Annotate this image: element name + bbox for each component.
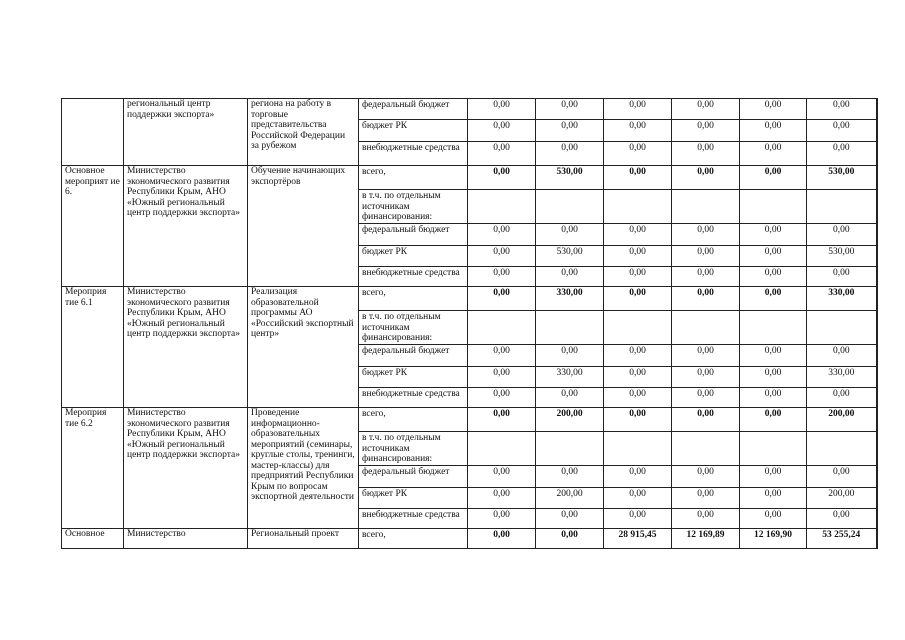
- amount-cell: 0,00: [604, 509, 672, 529]
- amount-cell: 0,00: [807, 345, 877, 367]
- funding-source-cell: бюджет РК: [359, 120, 468, 142]
- amount-cell: 0,00: [672, 224, 740, 246]
- funding-source-cell: бюджет РК: [359, 246, 468, 267]
- amount-cell: 0,00: [740, 120, 807, 142]
- event-number-cell: [62, 99, 124, 166]
- table-body: [62, 99, 877, 549]
- amount-cell: 0,00: [672, 367, 740, 388]
- amount-cell: 0,00: [807, 388, 877, 408]
- amount-cell: 0,00: [468, 224, 536, 246]
- funding-source-cell: внебюджетные средства: [359, 509, 468, 529]
- amount-cell: 0,00: [536, 509, 604, 529]
- amount-cell: [536, 190, 604, 224]
- amount-cell: [604, 432, 672, 466]
- amount-cell: 0,00: [740, 466, 807, 488]
- amount-cell: 0,00: [672, 287, 740, 311]
- amount-cell: 0,00: [604, 246, 672, 267]
- amount-cell: 0,00: [468, 466, 536, 488]
- amount-cell: 0,00: [740, 166, 807, 190]
- amount-cell: 0,00: [807, 99, 877, 120]
- amount-cell: 530,00: [807, 246, 877, 267]
- amount-cell: 0,00: [740, 509, 807, 529]
- amount-cell: 0,00: [807, 142, 877, 166]
- event-name-cell: Региональный проект: [248, 529, 359, 549]
- amount-cell: 0,00: [468, 408, 536, 432]
- amount-cell: [672, 190, 740, 224]
- funding-source-cell: федеральный бюджет: [359, 466, 468, 488]
- amount-cell: 0,00: [468, 166, 536, 190]
- amount-cell: 0,00: [604, 142, 672, 166]
- amount-cell: 0,00: [536, 224, 604, 246]
- amount-cell: 0,00: [604, 367, 672, 388]
- event-name-cell: региона на работу в торговые представительства Российской Федерации за рубежом: [248, 99, 359, 166]
- amount-cell: 530,00: [536, 166, 604, 190]
- amount-cell: 0,00: [604, 120, 672, 142]
- amount-cell: 12 169,89: [672, 529, 740, 549]
- amount-cell: 0,00: [536, 142, 604, 166]
- amount-cell: 0,00: [672, 99, 740, 120]
- event-number-cell: Мероприя тие 6.1: [62, 287, 124, 408]
- amount-cell: [672, 432, 740, 466]
- amount-cell: 0,00: [468, 345, 536, 367]
- event-name-cell: Обучение начинающих экспортёров: [248, 166, 359, 287]
- funding-source-cell: в т.ч. по отдельным источникам финансирования:: [359, 190, 468, 224]
- amount-cell: 0,00: [672, 408, 740, 432]
- amount-cell: 0,00: [740, 367, 807, 388]
- amount-cell: 330,00: [807, 287, 877, 311]
- amount-cell: 530,00: [536, 246, 604, 267]
- amount-cell: [740, 432, 807, 466]
- amount-cell: [807, 190, 877, 224]
- amount-cell: 0,00: [604, 267, 672, 287]
- amount-cell: 0,00: [604, 224, 672, 246]
- amount-cell: 0,00: [672, 388, 740, 408]
- amount-cell: 0,00: [740, 345, 807, 367]
- funding-source-cell: внебюджетные средства: [359, 267, 468, 287]
- funding-source-cell: всего,: [359, 287, 468, 311]
- funding-source-cell: в т.ч. по отдельным источникам финансирования:: [359, 311, 468, 345]
- amount-cell: 0,00: [468, 267, 536, 287]
- amount-cell: 0,00: [536, 388, 604, 408]
- amount-cell: 0,00: [536, 267, 604, 287]
- amount-cell: 0,00: [672, 120, 740, 142]
- amount-cell: [672, 311, 740, 345]
- amount-cell: 0,00: [604, 345, 672, 367]
- amount-cell: 0,00: [468, 287, 536, 311]
- amount-cell: 0,00: [807, 224, 877, 246]
- event-number-cell: Основное мероприят ие 6.: [62, 166, 124, 287]
- amount-cell: 0,00: [807, 267, 877, 287]
- funding-source-cell: в т.ч. по отдельным источникам финансирования:: [359, 432, 468, 466]
- funding-source-cell: бюджет РК: [359, 367, 468, 388]
- amount-cell: 0,00: [536, 529, 604, 549]
- amount-cell: 0,00: [604, 166, 672, 190]
- amount-cell: [468, 432, 536, 466]
- amount-cell: 0,00: [468, 99, 536, 120]
- amount-cell: 0,00: [740, 224, 807, 246]
- amount-cell: 0,00: [672, 488, 740, 509]
- amount-cell: 0,00: [807, 120, 877, 142]
- funding-source-cell: федеральный бюджет: [359, 224, 468, 246]
- amount-cell: 0,00: [740, 388, 807, 408]
- amount-cell: 0,00: [468, 388, 536, 408]
- amount-cell: 0,00: [468, 367, 536, 388]
- amount-cell: 0,00: [740, 246, 807, 267]
- amount-cell: 0,00: [740, 142, 807, 166]
- funding-source-cell: всего,: [359, 408, 468, 432]
- amount-cell: 0,00: [468, 488, 536, 509]
- amount-cell: 0,00: [672, 246, 740, 267]
- amount-cell: 200,00: [536, 488, 604, 509]
- amount-cell: 200,00: [807, 488, 877, 509]
- amount-cell: 0,00: [672, 166, 740, 190]
- amount-cell: 0,00: [604, 488, 672, 509]
- amount-cell: [536, 432, 604, 466]
- amount-cell: [807, 311, 877, 345]
- funding-source-cell: бюджет РК: [359, 488, 468, 509]
- amount-cell: 0,00: [672, 267, 740, 287]
- amount-cell: 0,00: [672, 466, 740, 488]
- event-name-cell: Проведение информационно-образовательных мероприятий (семинары, круглые столы, тренинги, мастер-классы) для предприятий Республики Крым по вопросам экспортной деятельности: [248, 408, 359, 529]
- funding-source-cell: федеральный бюджет: [359, 99, 468, 120]
- amount-cell: 0,00: [604, 287, 672, 311]
- amount-cell: 0,00: [468, 142, 536, 166]
- funding-source-cell: внебюджетные средства: [359, 142, 468, 166]
- amount-cell: [807, 432, 877, 466]
- amount-cell: 0,00: [468, 509, 536, 529]
- table-row: [62, 99, 877, 120]
- amount-cell: 330,00: [536, 367, 604, 388]
- amount-cell: [536, 311, 604, 345]
- funding-source-cell: всего,: [359, 529, 468, 549]
- amount-cell: 0,00: [807, 466, 877, 488]
- funding-source-cell: внебюджетные средства: [359, 388, 468, 408]
- amount-cell: 0,00: [740, 287, 807, 311]
- table-row: [62, 287, 877, 311]
- executor-cell: Министерство экономического развития Республики Крым, АНО «Южный региональный центр поддержки экспорта»: [124, 287, 248, 408]
- amount-cell: 0,00: [468, 120, 536, 142]
- amount-cell: 0,00: [807, 509, 877, 529]
- amount-cell: 0,00: [604, 408, 672, 432]
- amount-cell: 0,00: [672, 509, 740, 529]
- amount-cell: [468, 311, 536, 345]
- amount-cell: 0,00: [604, 388, 672, 408]
- amount-cell: 0,00: [604, 466, 672, 488]
- executor-cell: региональный центр поддержки экспорта»: [124, 99, 248, 166]
- budget-table: [61, 98, 878, 549]
- amount-cell: 0,00: [740, 488, 807, 509]
- amount-cell: 200,00: [807, 408, 877, 432]
- amount-cell: 0,00: [604, 99, 672, 120]
- amount-cell: 0,00: [468, 246, 536, 267]
- executor-cell: Министерство: [124, 529, 248, 549]
- amount-cell: 530,00: [807, 166, 877, 190]
- amount-cell: 0,00: [672, 142, 740, 166]
- event-number-cell: Мероприя тие 6.2: [62, 408, 124, 529]
- table-row: [62, 529, 877, 549]
- amount-cell: 330,00: [536, 287, 604, 311]
- event-name-cell: Реализация образовательной программы АО «Российский экспортный центр»: [248, 287, 359, 408]
- amount-cell: 0,00: [740, 267, 807, 287]
- amount-cell: 330,00: [807, 367, 877, 388]
- amount-cell: 0,00: [672, 345, 740, 367]
- amount-cell: 0,00: [536, 99, 604, 120]
- executor-cell: Министерство экономического развития Республики Крым, АНО «Южный региональный центр поддержки экспорта»: [124, 166, 248, 287]
- amount-cell: 0,00: [536, 466, 604, 488]
- amount-cell: 0,00: [740, 99, 807, 120]
- amount-cell: 0,00: [740, 408, 807, 432]
- amount-cell: [740, 190, 807, 224]
- amount-cell: 53 255,24: [807, 529, 877, 549]
- amount-cell: 0,00: [468, 529, 536, 549]
- funding-source-cell: федеральный бюджет: [359, 345, 468, 367]
- amount-cell: 0,00: [536, 120, 604, 142]
- funding-source-cell: всего,: [359, 166, 468, 190]
- table-row: [62, 408, 877, 432]
- amount-cell: [604, 311, 672, 345]
- executor-cell: Министерство экономического развития Республики Крым, АНО «Южный региональный центр поддержки экспорта»: [124, 408, 248, 529]
- amount-cell: [740, 311, 807, 345]
- amount-cell: 0,00: [536, 345, 604, 367]
- amount-cell: [604, 190, 672, 224]
- amount-cell: 28 915,45: [604, 529, 672, 549]
- amount-cell: 12 169,90: [740, 529, 807, 549]
- amount-cell: 200,00: [536, 408, 604, 432]
- event-number-cell: Основное: [62, 529, 124, 549]
- table-row: [62, 166, 877, 190]
- amount-cell: [468, 190, 536, 224]
